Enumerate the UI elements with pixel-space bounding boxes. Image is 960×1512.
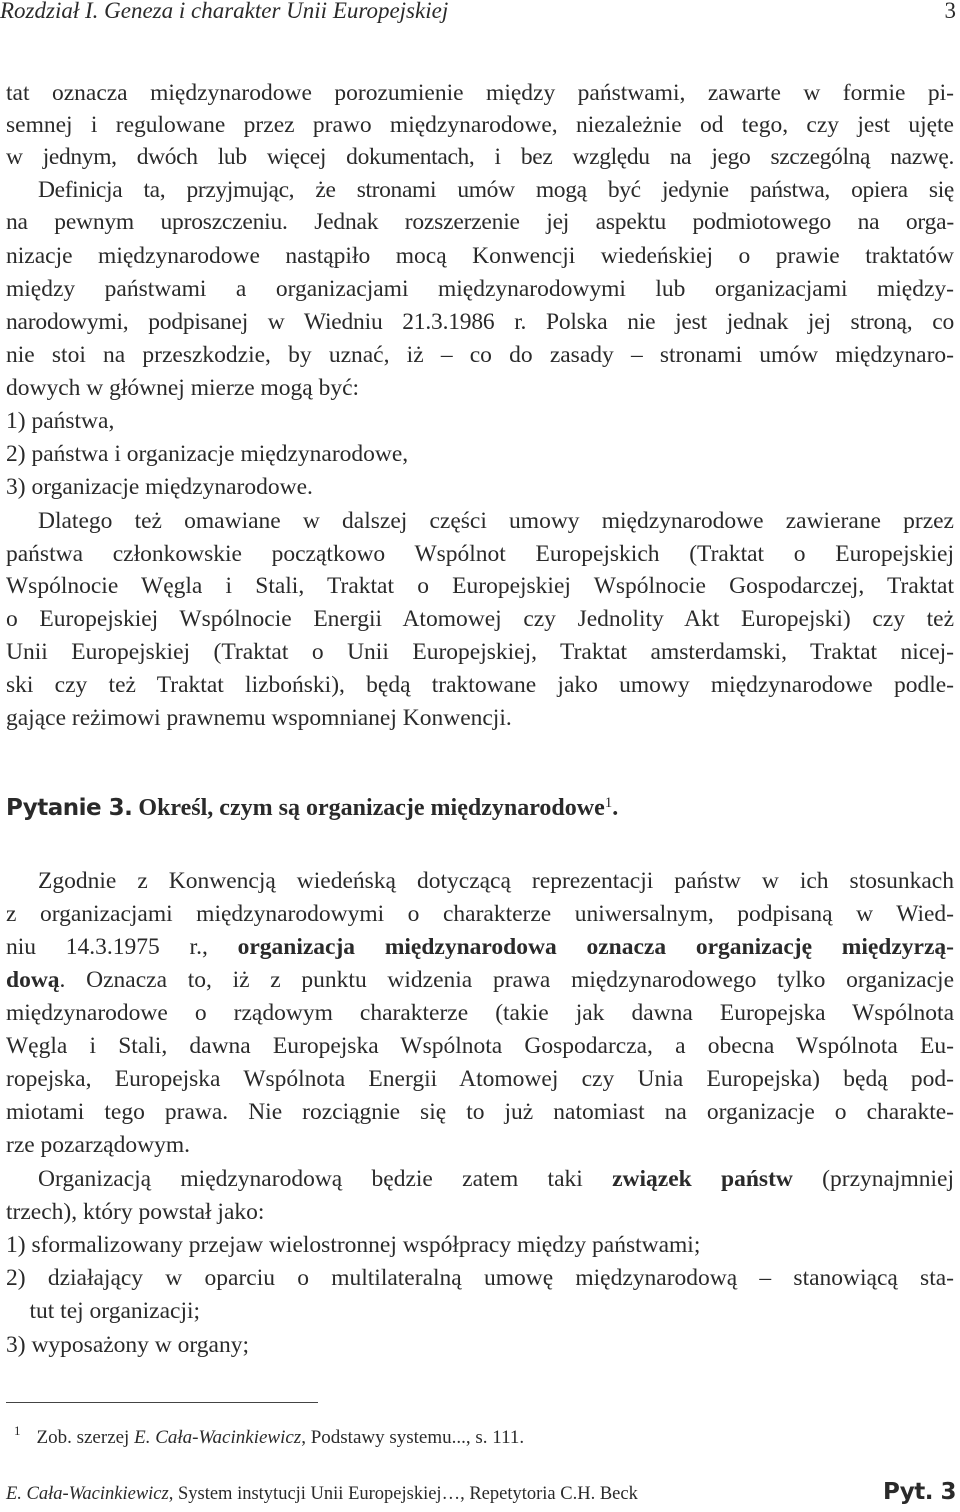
- body-line: z organizacjami międzynarodowymi o charakterze uniwersalnym, podpisaną w Wied-: [6, 901, 954, 927]
- question-heading: [6, 793, 618, 823]
- body-line: międzynarodowe o rządowym charakterze (takie jak dawna Europejska Wspólnota: [6, 1000, 954, 1026]
- question-text: Określ, czym są organizacje międzynarodowe: [138, 795, 605, 821]
- body-line: narodowymi, podpisanej w Wiedniu 21.3.1986 r. Polska nie jest jednak jej stroną, co: [6, 309, 954, 335]
- emphasis-run: związek państw: [612, 1166, 793, 1192]
- emphasis-run: dową: [6, 967, 60, 993]
- text-run: (przynajmniej: [792, 1166, 954, 1192]
- footer-title: , System instytucji Unii Europejskiej…, Repetytoria C.H. Beck: [168, 1484, 638, 1504]
- list-item: 3) organizacje międzynarodowe.: [6, 474, 313, 500]
- footer-author: E. Cała-Wacinkiewicz: [6, 1484, 169, 1504]
- question-end: .: [612, 795, 619, 821]
- body-line: między państwami a organizacjami międzynarodowymi lub organizacjami między-: [6, 276, 954, 302]
- footnote-reference: 1: [604, 795, 613, 811]
- body-line: o Europejskiej Wspólnocie Energii Atomowej czy Jednolity Akt Europejski) czy też: [6, 606, 954, 632]
- body-line: ropejska, Europejska Wspólnota Energii Atomowej czy Unia Europejska) będą pod-: [6, 1066, 954, 1092]
- text-run: niu 14.3.1975 r.,: [6, 934, 238, 960]
- footnote-suffix: , Podstawy systemu..., s. 111.: [301, 1427, 525, 1448]
- page-number: 3: [944, 0, 956, 23]
- body-line: trzech), który powstał jako:: [6, 1199, 265, 1225]
- page-footer: [6, 1484, 638, 1505]
- body-line: [38, 1164, 954, 1194]
- list-item-continuation: tut tej organizacji;: [6, 1298, 201, 1324]
- body-line: semnej i regulowane przez prawo międzynarodowe, niezależnie od tego, czy jest ujęte: [6, 112, 954, 138]
- body-line: gające reżimowi prawnemu wspomnianej Konwencji.: [6, 705, 512, 731]
- body-line: tat oznacza międzynarodowe porozumienie między państwami, zawarte w formie pi-: [6, 80, 954, 106]
- body-line: Wspólnocie Węgla i Stali, Traktat o Europejskiej Wspólnocie Gospodarczej, Traktat: [6, 573, 954, 599]
- running-header-title: Rozdział I. Geneza i charakter Unii Europejskiej: [0, 0, 449, 23]
- question-label: Pytanie 3.: [6, 795, 133, 821]
- body-line: nizacje międzynarodowe nastąpiło mocą Konwencji wiedeńskiej o prawie traktatów: [6, 243, 954, 269]
- list-item: 3) wyposażony w organy;: [6, 1332, 250, 1358]
- body-line: ski czy też Traktat lizboński), będą traktowane jako umowy międzynarodowe podle-: [6, 672, 954, 698]
- footnote-rule: [6, 1402, 318, 1403]
- body-line: rze pozarządowym.: [6, 1132, 190, 1158]
- body-line: nie stoi na przeszkodzie, by uznać, iż – co do zasady – stronami umów międzynaro-: [6, 342, 954, 368]
- body-line: w jednym, dwóch lub więcej dokumentach, i bez względu na jego szczególną nazwę.: [6, 144, 954, 170]
- body-line: Definicja ta, przyjmując, że stronami umów mogą być jedynie państwa, opiera się: [38, 177, 954, 203]
- list-item: 1) państwa,: [6, 408, 115, 434]
- text-run: . Oznacza to, iż z punktu widzenia prawa międzynarodowego tylko organizacje: [59, 967, 954, 993]
- footer-question-tag: Pyt. 3: [882, 1479, 956, 1505]
- body-line: Dlatego też omawiane w dalszej części umowy międzynarodowe zawierane przez: [38, 508, 954, 534]
- body-line: [6, 965, 954, 995]
- body-line: na pewnym uproszczeniu. Jednak rozszerzenie jej aspektu podmiotowego na orga-: [6, 209, 954, 235]
- body-line: państwa członkowskie początkowo Wspólnot Europejskich (Traktat o Europejskiej: [6, 541, 954, 567]
- body-line: Zgodnie z Konwencją wiedeńską dotyczącą reprezentacji państw w ich stosunkach: [38, 868, 954, 894]
- text-run: Organizacją międzynarodową będzie zatem taki: [38, 1166, 613, 1192]
- list-item: 2) działający w oparciu o multilateralną umowę międzynarodową – stanowiącą sta-: [6, 1265, 954, 1291]
- footnote-mark: 1: [14, 1423, 21, 1438]
- list-item: 2) państwa i organizacje międzynarodowe,: [6, 441, 409, 467]
- emphasis-run: organizacja międzynarodowa oznacza organizację międzyrzą-: [237, 934, 954, 960]
- body-line: dowych w głównej mierze mogą być:: [6, 375, 360, 401]
- body-line: Węgla i Stali, dawna Europejska Wspólnota Gospodarcza, a obecna Wspólnota Eu-: [6, 1033, 954, 1059]
- footnote-prefix: Zob. szerzej: [36, 1427, 135, 1448]
- body-line: [6, 932, 954, 962]
- list-item: 1) sformalizowany przejaw wielostronnej współpracy między państwami;: [6, 1232, 701, 1258]
- footnote-author: E. Cała-Wacinkiewicz: [134, 1427, 302, 1448]
- body-line: miotami tego prawa. Nie rozciągnie się to już natomiast na organizacje o charakte-: [6, 1099, 954, 1125]
- footnote: [14, 1423, 524, 1449]
- body-line: Unii Europejskiej (Traktat o Unii Europejskiej, Traktat amsterdamski, Traktat nicej-: [6, 639, 954, 665]
